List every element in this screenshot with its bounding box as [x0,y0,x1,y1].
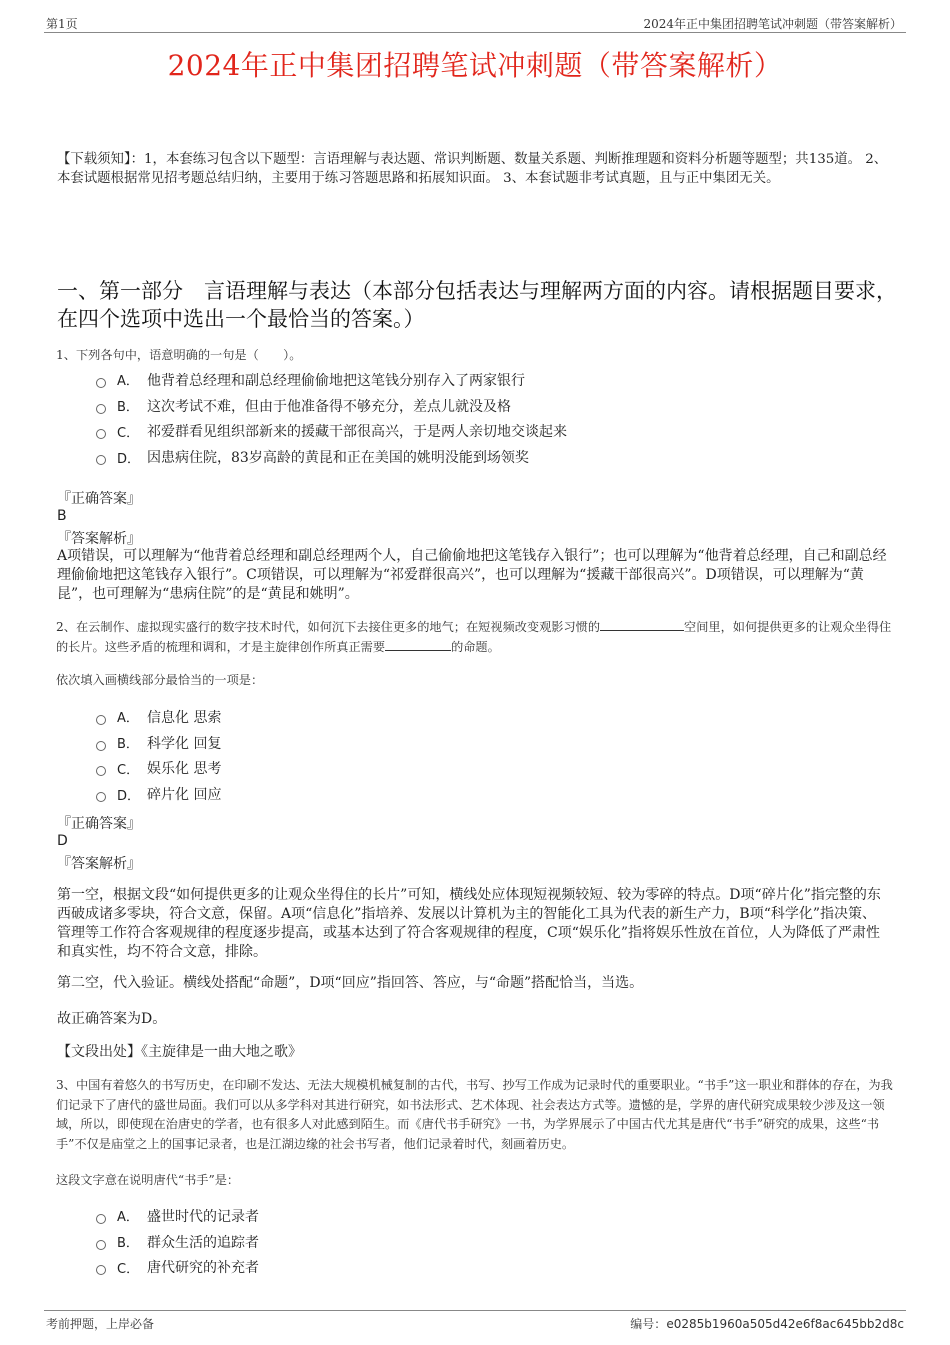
header-doc-title: 2024年正中集团招聘笔试冲刺题（带答案解析） [643,17,902,31]
question-1-stem: 1、下列各句中，语意明确的一句是（ ）。 [56,348,302,362]
answer-label: 『正确答案』 [57,816,141,832]
fill-blank [385,638,451,651]
analysis-text: A项错误，可以理解为“他背着总经理和副总经理两个人，自己偷偷地把这笔钱存入银行”；也可以理解为“他背着总经理，自己和副总经理偷偷地把这笔钱存入银行”。C项错误，可以理解为“祁爱群很高兴”，也可以理解为“援藏干部很高兴”。D项错误，可以理解为“黄昆”，也可理解为“患病住院”的是“黄昆和姚明”。 [57,548,887,602]
option-b[interactable]: B． 这次考试不难，但由于他准备得不够充分，差点儿就没及格 [96,393,856,419]
option-a[interactable]: A． 信息化 思索 [96,704,856,730]
option-d[interactable]: D． 因患病住院，83岁高龄的黄昆和正在美国的姚明没能到场领奖 [96,444,856,470]
page-header [44,14,906,33]
option-d[interactable]: D． 碎片化 回应 [96,781,856,807]
section-heading: 一、第一部分 言语理解与表达（本部分包括表达与理解两方面的内容。请根据题目要求，在四个选项中选出一个最恰当的答案。） [57,279,897,331]
question-2-prompt: 依次填入画横线部分最恰当的一项是： [56,673,264,687]
radio-icon[interactable] [96,766,106,776]
download-notice: 【下载须知】：1，本套练习包含以下题型：言语理解与表达题、常识判断题、数量关系题、判断推理题和资料分析题等题型；共135道。 2、本套试题根据常见招考题总结归纳，主要用于练习答题思路和拓展知识面。 3、本套试题非考试真题，且与正中集团无关。 [57,152,888,186]
question-1-options [96,367,856,470]
radio-icon[interactable] [96,378,106,388]
analysis-text: 第二空，代入验证。横线处搭配“命题”，D项“回应”指回答、答应，与“命题”搭配恰当，当选。 [57,975,644,991]
option-b[interactable]: B． 科学化 回复 [96,730,856,756]
radio-icon[interactable] [96,429,106,439]
question-2-stem: 2、在云制作、虚拟现实盛行的数字技术时代，如何沉下去接住更多的地气；在短视频改变观影习惯的 空间里，如何提供更多的让观众坐得住的长片。这些矛盾的梳理和调和，才是主旋律创作所真正需要 的命题。 [56,620,892,654]
question-2-options [96,704,856,807]
answer-value: D [57,833,68,849]
answer-value: B [57,508,67,524]
radio-icon[interactable] [96,792,106,802]
answer-label: 『正确答案』 [57,491,141,507]
question-3-stem: 3、中国有着悠久的书写历史，在印刷不发达、无法大规模机械复制的古代，书写、抄写工作成为记录时代的重要职业。“书手”这一职业和群体的存在，为我们记录下了唐代的盛世局面。我们可以从多学科对其进行研究，如书法形式、艺术体现、社会表达方式等。遗憾的是，学界的唐代研究成果较少涉及这一领域，所以，即使现在治唐史的学者，也有很多人对此感到陌生。而《唐代书手研究》一书，为学界展示了中国古代尤其是唐代“书手”研究的成果，这些“书手”不仅是庙堂之上的国事记录者，也是江湖边缘的社会书写者，他们记录着时代，刻画着历史。 [56,1078,893,1151]
page-number: 第1页 [46,17,78,31]
analysis-text: 故正确答案为D。 [57,1011,167,1027]
document-title: 2024年正中集团招聘笔试冲刺题（带答案解析） [167,49,783,82]
page-footer [44,1310,906,1331]
option-a[interactable]: A． 盛世时代的记录者 [96,1203,856,1229]
radio-icon[interactable] [96,404,106,414]
analysis-label: 『答案解析』 [57,531,141,547]
fill-blank [600,618,684,631]
footer-slogan: 考前押题，上岸必备 [46,1317,155,1331]
radio-icon[interactable] [96,455,106,465]
question-3-prompt: 这段文字意在说明唐代“书手”是： [56,1173,240,1187]
analysis-text: 第一空，根据文段“如何提供更多的让观众坐得住的长片”可知，横线处应体现短视频较短、较为零碎的特点。D项“碎片化”指完整的东西破成诸多零块，符合文意，保留。A项“信息化”指培养、发展以计算机为主的智能化工具为代表的新生产力，B项“科学化”指决策、管理等工作符合客观规律的程度逐步提高，或基本达到了符合客观规律的程度，C项“娱乐化”指将娱乐性放在首位，人为降低了严肃性和真实性，均不符合文意，排除。 [57,887,881,960]
analysis-label: 『答案解析』 [57,856,141,872]
option-c[interactable]: C． 唐代研究的补充者 [96,1255,856,1281]
source-citation: 【文段出处】《主旋律是一曲大地之歌》 [57,1044,302,1060]
option-c[interactable]: C． 祁爱群看见组织部新来的援藏干部很高兴，于是两人亲切地交谈起来 [96,419,856,445]
footer-code: 编号：e0285b1960a505d42e6f8ac645bb2d8c [630,1317,904,1331]
option-c[interactable]: C． 娱乐化 思考 [96,756,856,782]
radio-icon[interactable] [96,1214,106,1224]
radio-icon[interactable] [96,715,106,725]
question-3-options [96,1203,856,1280]
option-a[interactable]: A． 他背着总经理和副总经理偷偷地把这笔钱分别存入了两家银行 [96,367,856,393]
radio-icon[interactable] [96,1265,106,1275]
radio-icon[interactable] [96,741,106,751]
option-b[interactable]: B． 群众生活的追踪者 [96,1229,856,1255]
radio-icon[interactable] [96,1240,106,1250]
